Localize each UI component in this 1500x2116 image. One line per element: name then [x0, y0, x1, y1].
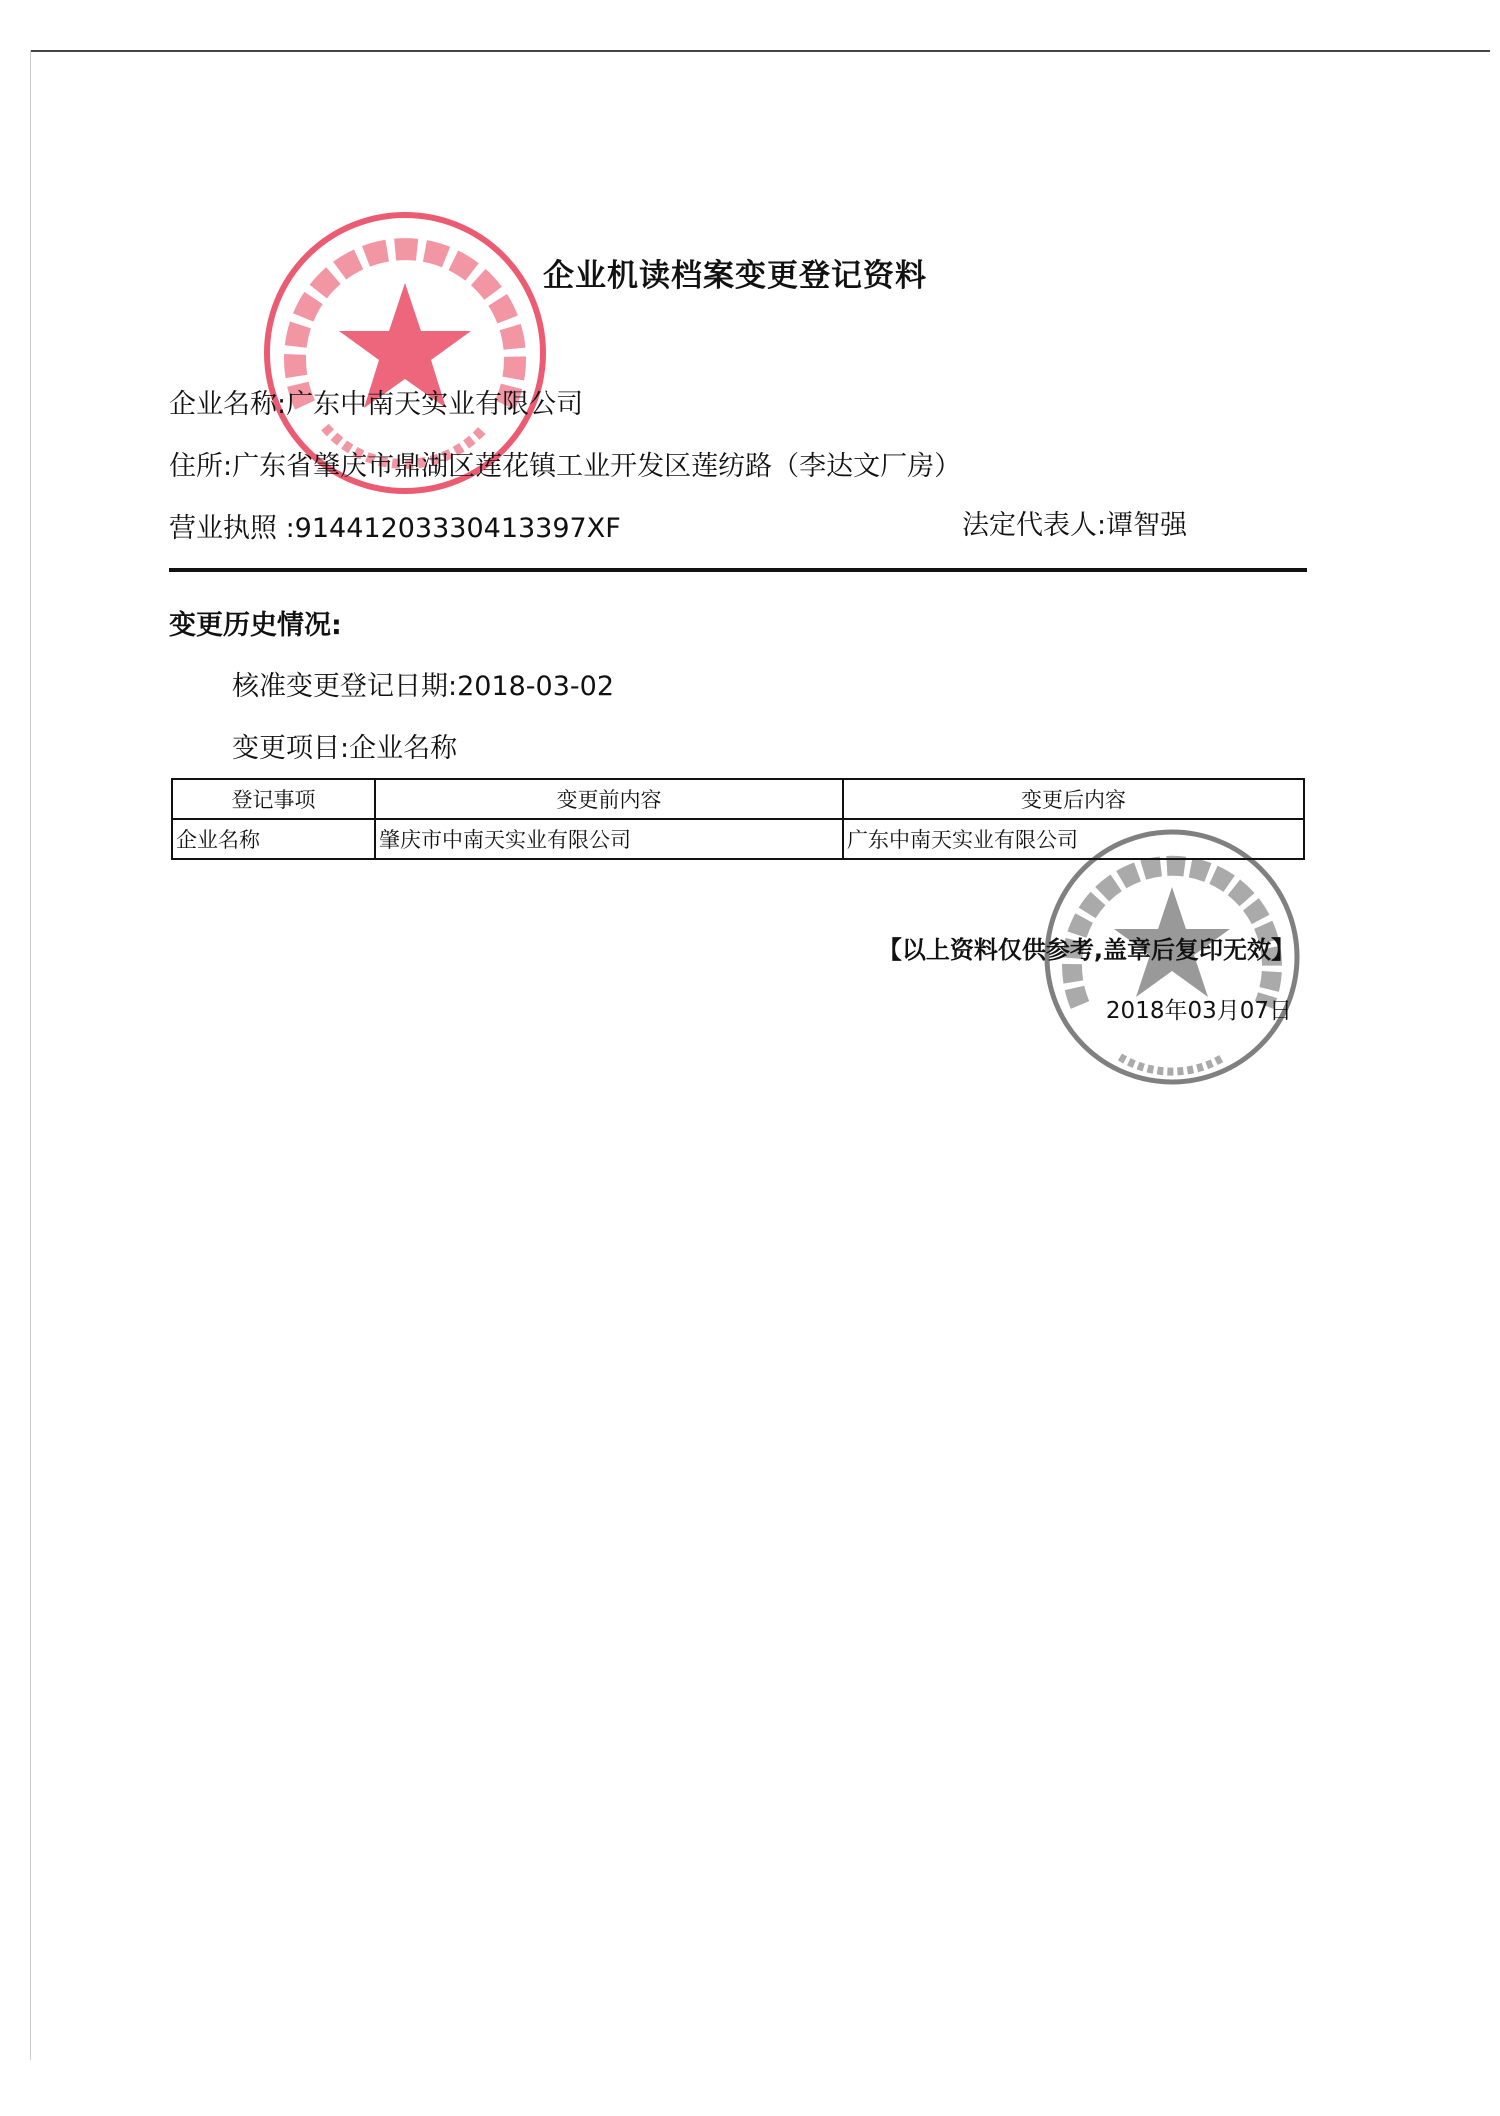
business-license: 营业执照 :91441203330413397XF	[169, 513, 621, 544]
change-item: 变更项目:企业名称	[232, 733, 458, 764]
divider	[169, 568, 1307, 572]
approval-date: 核准变更登记日期:2018-03-02	[232, 671, 615, 702]
scan-border-top	[30, 50, 1490, 52]
table-header-row	[172, 779, 1304, 819]
legal-representative: 法定代表人:谭智强	[962, 510, 1188, 541]
document-title: 企业机读档案变更登记资料	[543, 258, 927, 294]
table-header: 变更后内容	[843, 779, 1304, 819]
company-address: 住所:广东省肇庆市鼎湖区莲花镇工业开发区莲纺路（李达文厂房）	[169, 451, 962, 482]
history-heading: 变更历史情况:	[169, 610, 342, 641]
scan-border-left	[30, 50, 31, 2060]
stamp-date: 2018年03月07日	[1105, 998, 1292, 1024]
disclaimer-note: 【以上资料仅供参考,盖章后复印无效】	[877, 936, 1295, 964]
table-header: 登记事项	[172, 779, 375, 819]
table-cell: 企业名称	[172, 819, 375, 859]
change-table	[171, 778, 1305, 860]
table-cell: 肇庆市中南天实业有限公司	[375, 819, 843, 859]
table-row	[172, 819, 1304, 859]
company-name: 企业名称:广东中南天实业有限公司	[169, 389, 584, 420]
table-header: 变更前内容	[375, 779, 843, 819]
table-cell: 广东中南天实业有限公司	[843, 819, 1304, 859]
